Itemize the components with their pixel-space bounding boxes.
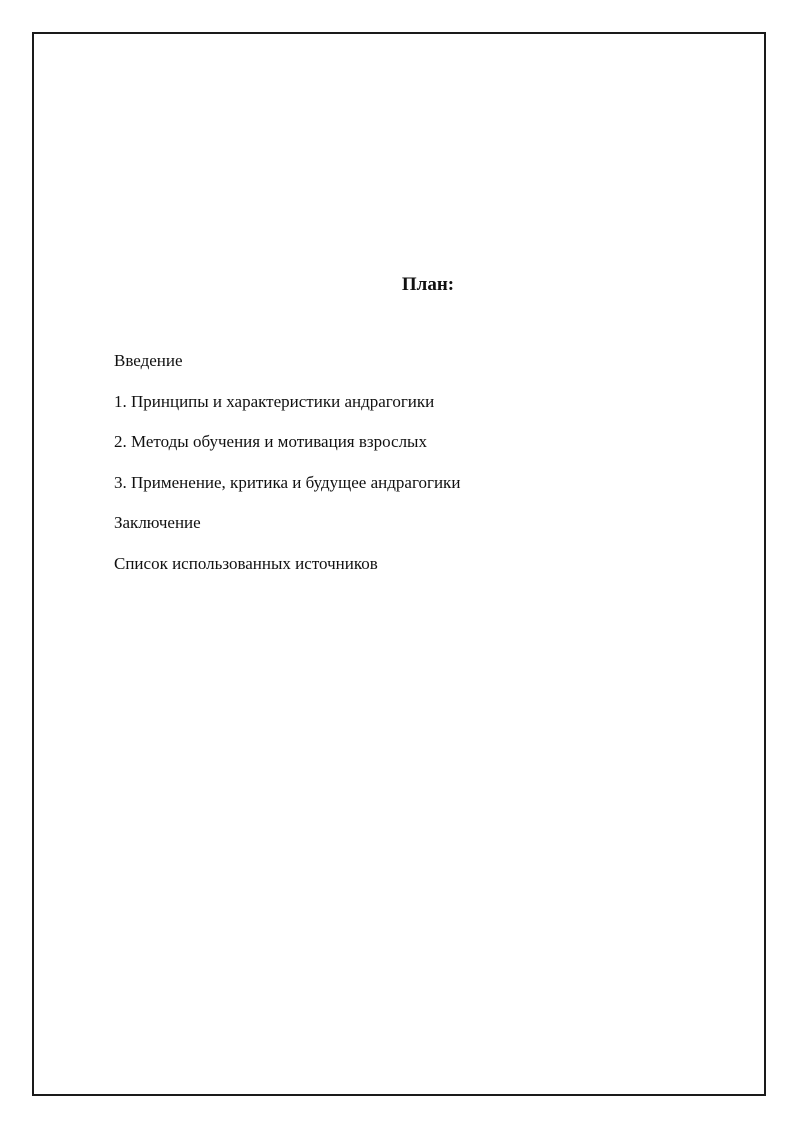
toc-item-chapter-3: 3. Применение, критика и будущее андрагогики — [114, 472, 461, 492]
table-of-contents — [114, 350, 460, 593]
toc-item-chapter-1: 1. Принципы и характеристики андрагогики — [114, 391, 435, 411]
toc-item-chapter-2: 2. Методы обучения и мотивация взрослых — [114, 432, 427, 451]
toc-item-introduction: Введение — [114, 351, 183, 370]
toc-item-conclusion: Заключение — [114, 513, 201, 532]
toc-item-references: Список использованных источников — [114, 553, 378, 573]
plan-title: План: — [401, 274, 455, 295]
